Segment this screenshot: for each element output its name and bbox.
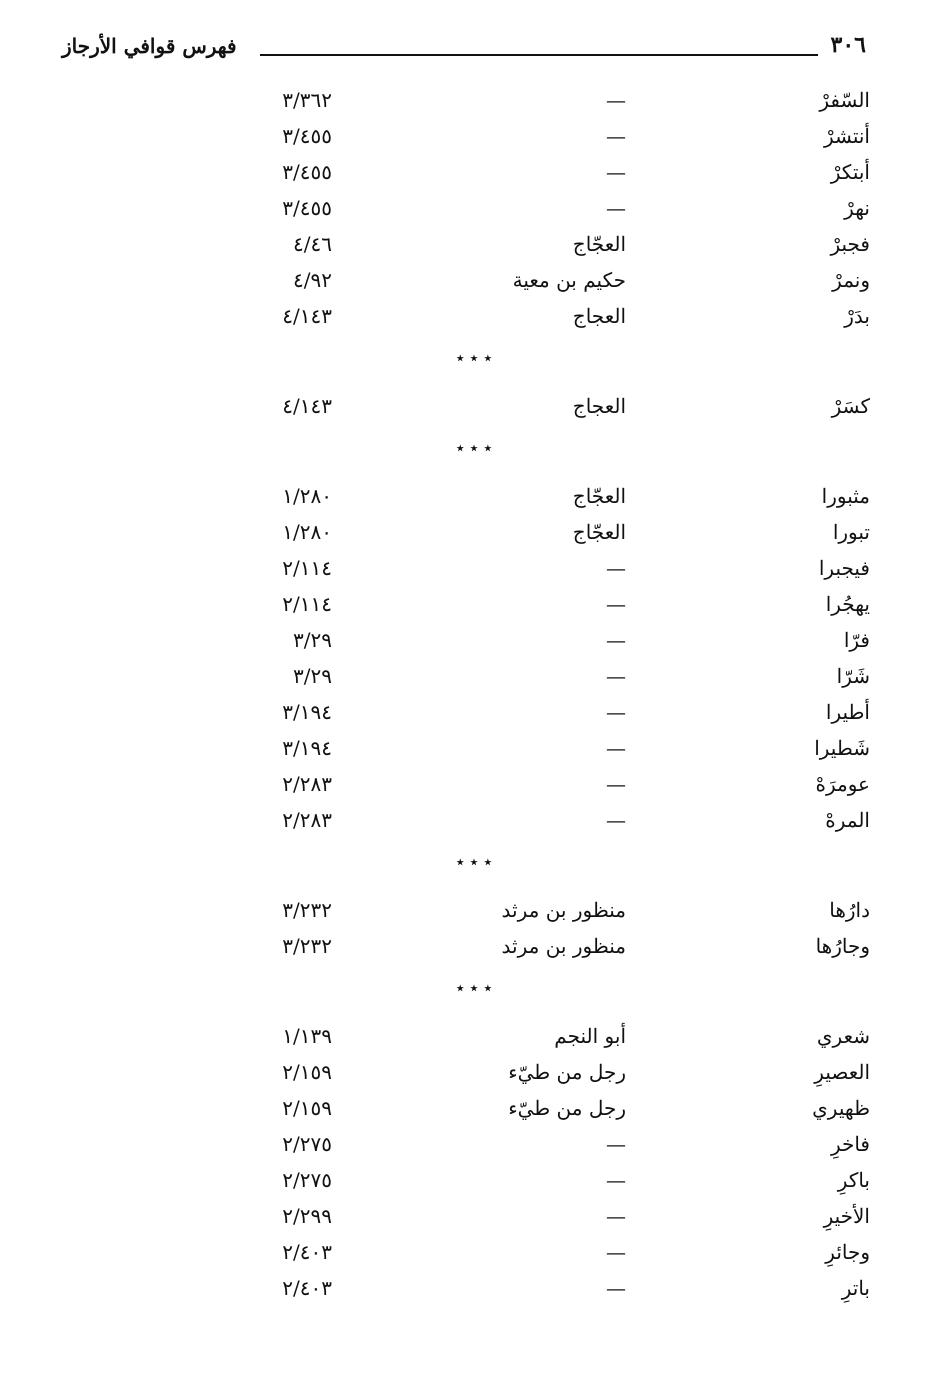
index-entry-row (0, 228, 932, 264)
index-entry-row (0, 696, 932, 732)
index-entry-row (0, 732, 932, 768)
rhyme-word: كسَرْ (831, 394, 870, 418)
index-entry-row (0, 1236, 932, 1272)
rhyme-word: باترِ (841, 1276, 870, 1300)
volume-page-reference: ١/٢٨٠ (282, 520, 332, 544)
volume-page-reference: ٣/١٩٤ (282, 736, 332, 760)
rhyme-word: فجبرْ (830, 232, 870, 256)
poet-name: — (606, 592, 626, 616)
volume-page-reference: ٤/٤٦ (293, 232, 332, 256)
index-entry-row (0, 1128, 932, 1164)
rhyme-word: نهرْ (844, 196, 870, 220)
volume-page-reference: ٣/٢٩ (293, 664, 332, 688)
poet-name: العجّاج (572, 232, 626, 256)
rhyme-word: أنتشرْ (823, 124, 870, 148)
volume-page-reference: ٤/١٤٣ (282, 304, 332, 328)
index-entry-row (0, 390, 932, 426)
index-entry-row (0, 120, 932, 156)
poet-name: منظور بن مرثد (501, 934, 626, 958)
volume-page-reference: ٣/١٩٤ (282, 700, 332, 724)
rhyme-word: الأخيرِ (823, 1204, 870, 1228)
poet-name: منظور بن مرثد (501, 898, 626, 922)
section-separator (0, 840, 932, 894)
volume-page-reference: ٣/٤٥٥ (282, 160, 332, 184)
index-entry-row (0, 588, 932, 624)
volume-page-reference: ٢/٤٠٣ (282, 1276, 332, 1300)
poet-name: — (606, 196, 626, 220)
rhyme-word: عومرَهْ (815, 772, 870, 796)
poet-name: — (606, 1132, 626, 1156)
index-entry-row (0, 156, 932, 192)
volume-page-reference: ٢/١١٤ (282, 592, 332, 616)
volume-page-reference: ٣/٢٩ (293, 628, 332, 652)
poet-name: — (606, 88, 626, 112)
volume-page-reference: ٢/٢٧٥ (282, 1132, 332, 1156)
rhyme-word: فرّا (843, 628, 870, 652)
poet-name: — (606, 736, 626, 760)
page-number: ٣٠٦ (830, 32, 866, 58)
rhyme-word: فاخرِ (830, 1132, 870, 1156)
rhyme-word: وجارُها (815, 934, 870, 958)
section-separator (0, 966, 932, 1020)
rhyme-word: مثبورا (821, 484, 870, 508)
page-header (62, 32, 870, 72)
index-entry-row (0, 894, 932, 930)
rhyme-word: شَرّا (836, 664, 870, 688)
section-separator (0, 336, 932, 390)
rhyme-word: ونمرْ (832, 268, 870, 292)
poet-name: العجاج (572, 394, 626, 418)
index-entry-row (0, 480, 932, 516)
volume-page-reference: ٢/٤٠٣ (282, 1240, 332, 1264)
rhyme-word: السّفرْ (819, 88, 870, 112)
index-entry-row (0, 930, 932, 966)
asterism-ornament: ٭ ٭ ٭ (455, 852, 493, 871)
index-entry-row (0, 300, 932, 336)
rhyme-word: فيجبرا (818, 556, 870, 580)
poet-name: أبو النجم (554, 1024, 626, 1048)
poet-name: — (606, 1240, 626, 1264)
poet-name: — (606, 556, 626, 580)
asterism-ornament: ٭ ٭ ٭ (455, 438, 493, 457)
section-separator (0, 426, 932, 480)
volume-page-reference: ١/١٣٩ (282, 1024, 332, 1048)
rhyme-word: يهجُرا (825, 592, 870, 616)
poet-name: — (606, 1204, 626, 1228)
index-entry-row (0, 84, 932, 120)
poet-name: — (606, 628, 626, 652)
index-entry-row (0, 660, 932, 696)
volume-page-reference: ٣/٢٣٢ (282, 898, 332, 922)
volume-page-reference: ٣/٤٥٥ (282, 124, 332, 148)
index-entry-row (0, 516, 932, 552)
index-entry-row (0, 264, 932, 300)
volume-page-reference: ٤/١٤٣ (282, 394, 332, 418)
volume-page-reference: ٣/٢٣٢ (282, 934, 332, 958)
rhyme-word: بدَرْ (844, 304, 870, 328)
index-entry-row (0, 192, 932, 228)
index-entry-row (0, 1020, 932, 1056)
poet-name: رجل من طيّء (508, 1096, 626, 1120)
index-entry-row (0, 1092, 932, 1128)
rhyme-word: ظهيري (812, 1096, 870, 1120)
poet-name: العجّاج (572, 520, 626, 544)
poet-name: — (606, 772, 626, 796)
rhyme-index-list (0, 84, 932, 1308)
asterism-ornament: ٭ ٭ ٭ (455, 348, 493, 367)
rhyme-word: العصيرِ (814, 1060, 870, 1084)
running-title: فهرس قوافي الأرجاز (62, 34, 237, 58)
rhyme-word: أطيرا (825, 700, 870, 724)
volume-page-reference: ٢/١١٤ (282, 556, 332, 580)
index-entry-row (0, 1164, 932, 1200)
header-rule (260, 54, 818, 56)
rhyme-word: أبتكرْ (830, 160, 870, 184)
index-entry-row (0, 552, 932, 588)
rhyme-word: باكرِ (837, 1168, 870, 1192)
rhyme-word: شعري (816, 1024, 870, 1048)
index-entry-row (0, 1272, 932, 1308)
volume-page-reference: ٢/٢٨٣ (282, 808, 332, 832)
poet-name: — (606, 1276, 626, 1300)
poet-name: — (606, 160, 626, 184)
index-entry-row (0, 768, 932, 804)
index-entry-row (0, 624, 932, 660)
poet-name: — (606, 808, 626, 832)
poet-name: العجاج (572, 304, 626, 328)
volume-page-reference: ٢/١٥٩ (282, 1060, 332, 1084)
index-entry-row (0, 804, 932, 840)
poet-name: حكيم بن معية (512, 268, 626, 292)
rhyme-word: وجائرِ (825, 1240, 870, 1264)
volume-page-reference: ١/٢٨٠ (282, 484, 332, 508)
poet-name: — (606, 700, 626, 724)
rhyme-word: تبورا (832, 520, 870, 544)
poet-name: العجّاج (572, 484, 626, 508)
rhyme-word: دارُها (829, 898, 870, 922)
volume-page-reference: ٢/٢٧٥ (282, 1168, 332, 1192)
volume-page-reference: ٤/٩٢ (293, 268, 332, 292)
volume-page-reference: ٣/٣٦٢ (282, 88, 332, 112)
index-entry-row (0, 1200, 932, 1236)
volume-page-reference: ٢/١٥٩ (282, 1096, 332, 1120)
asterism-ornament: ٭ ٭ ٭ (455, 978, 493, 997)
volume-page-reference: ٣/٤٥٥ (282, 196, 332, 220)
rhyme-word: المرهْ (825, 808, 870, 832)
poet-name: — (606, 1168, 626, 1192)
poet-name: — (606, 124, 626, 148)
rhyme-word: شَطيرا (814, 736, 870, 760)
poet-name: رجل من طيّء (508, 1060, 626, 1084)
index-entry-row (0, 1056, 932, 1092)
volume-page-reference: ٢/٢٨٣ (282, 772, 332, 796)
poet-name: — (606, 664, 626, 688)
volume-page-reference: ٢/٢٩٩ (282, 1204, 332, 1228)
